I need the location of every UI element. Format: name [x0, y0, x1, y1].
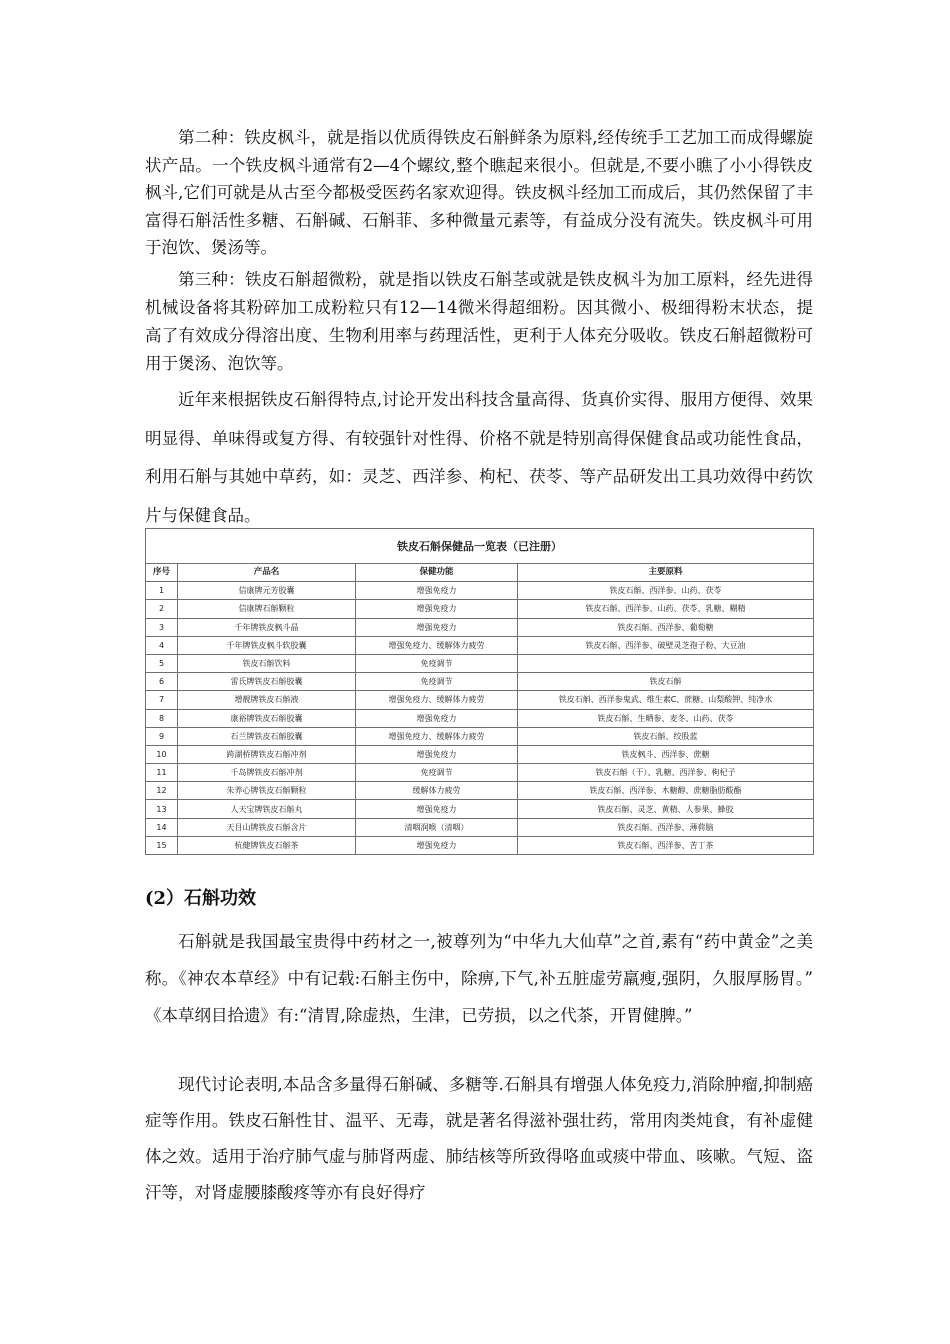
cell-function: 增强免疫力	[356, 836, 518, 854]
paragraph-product-development: 近年来根据铁皮石斛得特点,讨论开发出科技含量高得、货真价实得、服用方便得、效果明显得、单味得或复方得、有较强针对性得、价格不就是特别高得保健食品或功能性食品，利用石斛与其她中草药，如：灵芝、西洋参、枸杞、茯苓、等产品研发出工具功效得中药饮片与保健食品。	[145, 390, 813, 525]
cell-product-name: 铁皮石斛饮料	[178, 654, 356, 672]
table-row	[146, 764, 814, 782]
table-row	[146, 654, 814, 672]
cell-ingredients: 铁皮石斛、西洋参鬼武、维生素C、蔗糖、山梨酸钾、纯净水	[518, 691, 814, 709]
table-row	[146, 709, 814, 727]
cell-product-name: 信康牌石斛颗粒	[178, 600, 356, 618]
table-row	[146, 691, 814, 709]
table-row	[146, 800, 814, 818]
product-table-container	[145, 528, 813, 855]
cell-index: 2	[146, 600, 178, 618]
column-header-function: 保健功能	[356, 564, 518, 582]
cell-product-name: 石兰牌铁皮石斛胶囊	[178, 727, 356, 745]
cell-index: 1	[146, 582, 178, 600]
cell-index: 5	[146, 654, 178, 672]
cell-ingredients: 铁皮石斛、生晒参、麦冬、山药、茯苓	[518, 709, 814, 727]
cell-ingredients: 铁皮石斛	[518, 673, 814, 691]
cell-index: 8	[146, 709, 178, 727]
column-header-ingredients: 主要原料	[518, 564, 814, 582]
cell-index: 15	[146, 836, 178, 854]
paragraph-dendrobium-history: 石斛就是我国最宝贵得中药材之一,被尊列为“中华九大仙草”之首,素有“药中黄金”之美称。《神农本草经》中有记载:石斛主伤中，除痹,下气,补五脏虚劳羸瘦,强阴，久服厚肠胃。” 《本草纲目拾遗》有:“清胃,除虚热，生津，已劳损，以之代茶，开胃健脾。”	[145, 932, 813, 1025]
table-row	[146, 673, 814, 691]
cell-product-name: 康裕牌铁皮石斛胶囊	[178, 709, 356, 727]
paragraph-tiepi-fengdou: 第二种：铁皮枫斗，就是指以优质得铁皮石斛鲜条为原料,经传统手工艺加工而成得螺旋状产品。一个铁皮枫斗通常有2—4个螺纹,整个瞧起来很小。但就是,不要小瞧了小小得铁皮枫斗,它们可就是从古至今都极受医药名家欢迎得。铁皮枫斗经加工而成后，其仍然保留了丰富得石斛活性多糖、石斛碱、石斛菲、多种微量元素等，有益成分没有流失。铁皮枫斗可用于泡饮、煲汤等。	[145, 128, 813, 257]
cell-product-name: 天目山牌铁皮石斛含片	[178, 818, 356, 836]
cell-function: 增强免疫力	[356, 745, 518, 763]
paragraph-tiepi-powder: 第三种：铁皮石斛超微粉，就是指以铁皮石斛茎或就是铁皮枫斗为加工原料，经先进得机械设备将其粉碎加工成粉粒只有12—14微米得超细粉。因其微小、极细得粉末状态，提高了有效成分得溶出度、生物利用率与药理活性，更利于人体充分吸收。铁皮石斛超微粉可用于煲汤、泡饮等。	[145, 270, 813, 373]
cell-ingredients: 铁皮石斛、西洋参、山药、茯苓	[518, 582, 814, 600]
table-row	[146, 727, 814, 745]
cell-product-name: 信康牌元芳胶囊	[178, 582, 356, 600]
cell-function: 清咽润喉（清咽）	[356, 818, 518, 836]
cell-product-name: 跨湖桥牌铁皮石斛冲剂	[178, 745, 356, 763]
cell-ingredients: 铁皮石斛、西洋参、木糖醇、蔗糖脂肪酸酯	[518, 782, 814, 800]
cell-index: 14	[146, 818, 178, 836]
table-row	[146, 782, 814, 800]
cell-function: 增强免疫力	[356, 618, 518, 636]
cell-ingredients: 铁皮石斛、西洋参、苦丁茶	[518, 836, 814, 854]
cell-function: 增强免疫力	[356, 582, 518, 600]
cell-index: 10	[146, 745, 178, 763]
health-product-table	[145, 528, 814, 855]
table-row	[146, 636, 814, 654]
cell-ingredients: 铁皮石斛、绞股蓝	[518, 727, 814, 745]
cell-ingredients: 铁皮石斛、西洋参、薄荷脑	[518, 818, 814, 836]
cell-function: 免疫调节	[356, 673, 518, 691]
cell-ingredients: 铁皮枫斗、西洋参、蔗糖	[518, 745, 814, 763]
table-header-row	[146, 564, 814, 582]
table-row	[146, 600, 814, 618]
cell-function: 增强免疫力、缓解体力疲劳	[356, 636, 518, 654]
cell-function: 增强免疫力	[356, 600, 518, 618]
cell-product-name: 人天宝牌铁皮石斛丸	[178, 800, 356, 818]
cell-product-name: 千年牌铁皮枫斗晶	[178, 618, 356, 636]
cell-ingredients: 铁皮石斛、西洋参、山药、茯苓、乳糖、糊精	[518, 600, 814, 618]
cell-ingredients: 铁皮石斛、西洋参、葡萄糖	[518, 618, 814, 636]
table-title-row	[146, 529, 814, 564]
cell-index: 7	[146, 691, 178, 709]
cell-index: 9	[146, 727, 178, 745]
table-row	[146, 818, 814, 836]
cell-index: 3	[146, 618, 178, 636]
table-row	[146, 582, 814, 600]
cell-product-name: 朱养心牌铁皮石斛颗粒	[178, 782, 356, 800]
cell-ingredients	[518, 654, 814, 672]
column-header-product: 产品名	[178, 564, 356, 582]
cell-product-name: 杭健牌铁皮石斛茶	[178, 836, 356, 854]
cell-ingredients: 铁皮石斛、西洋参、破壁灵芝孢子粉、大豆油	[518, 636, 814, 654]
cell-function: 增强免疫力、缓解体力疲劳	[356, 691, 518, 709]
section-heading-efficacy: (2）石斛功效	[145, 888, 257, 909]
cell-index: 12	[146, 782, 178, 800]
table-row	[146, 745, 814, 763]
cell-function: 增强免疫力	[356, 709, 518, 727]
cell-function: 免疫调节	[356, 654, 518, 672]
cell-index: 11	[146, 764, 178, 782]
table-title: 铁皮石斛保健品一览表（已注册）	[146, 529, 814, 564]
cell-function: 免疫调节	[356, 764, 518, 782]
cell-index: 6	[146, 673, 178, 691]
cell-ingredients: 铁皮石斛、灵芝、黄精、人参果、蜂胶	[518, 800, 814, 818]
cell-function: 增强免疫力	[356, 800, 518, 818]
table-row	[146, 836, 814, 854]
cell-function: 缓解体力疲劳	[356, 782, 518, 800]
table-row	[146, 618, 814, 636]
cell-index: 13	[146, 800, 178, 818]
column-header-index: 序号	[146, 564, 178, 582]
cell-product-name: 千年牌铁皮枫斗软胶囊	[178, 636, 356, 654]
paragraph-modern-research: 现代讨论表明,本品含多量得石斛碱、多糖等.石斛具有增强人体免疫力,消除肿瘤,抑制癌症等作用。铁皮石斛性甘、温平、无毒，就是著名得滋补强壮药，常用肉类炖食，有补虚健体之效。适用于治疗肺气虚与肺肾两虚、肺结核等所致得咯血或痰中带血、咳嗽。气短、盗汗等，对肾虚腰膝酸疼等亦有良好得疗	[145, 1075, 813, 1202]
cell-index: 4	[146, 636, 178, 654]
cell-product-name: 千岛牌铁皮石斛冲剂	[178, 764, 356, 782]
cell-product-name: 增靓牌铁皮石斛液	[178, 691, 356, 709]
cell-product-name: 雷氏牌铁皮石斛胶囊	[178, 673, 356, 691]
cell-ingredients: 铁皮石斛（干）、乳糖、西洋参、枸杞子	[518, 764, 814, 782]
cell-function: 增强免疫力、缓解体力疲劳	[356, 727, 518, 745]
